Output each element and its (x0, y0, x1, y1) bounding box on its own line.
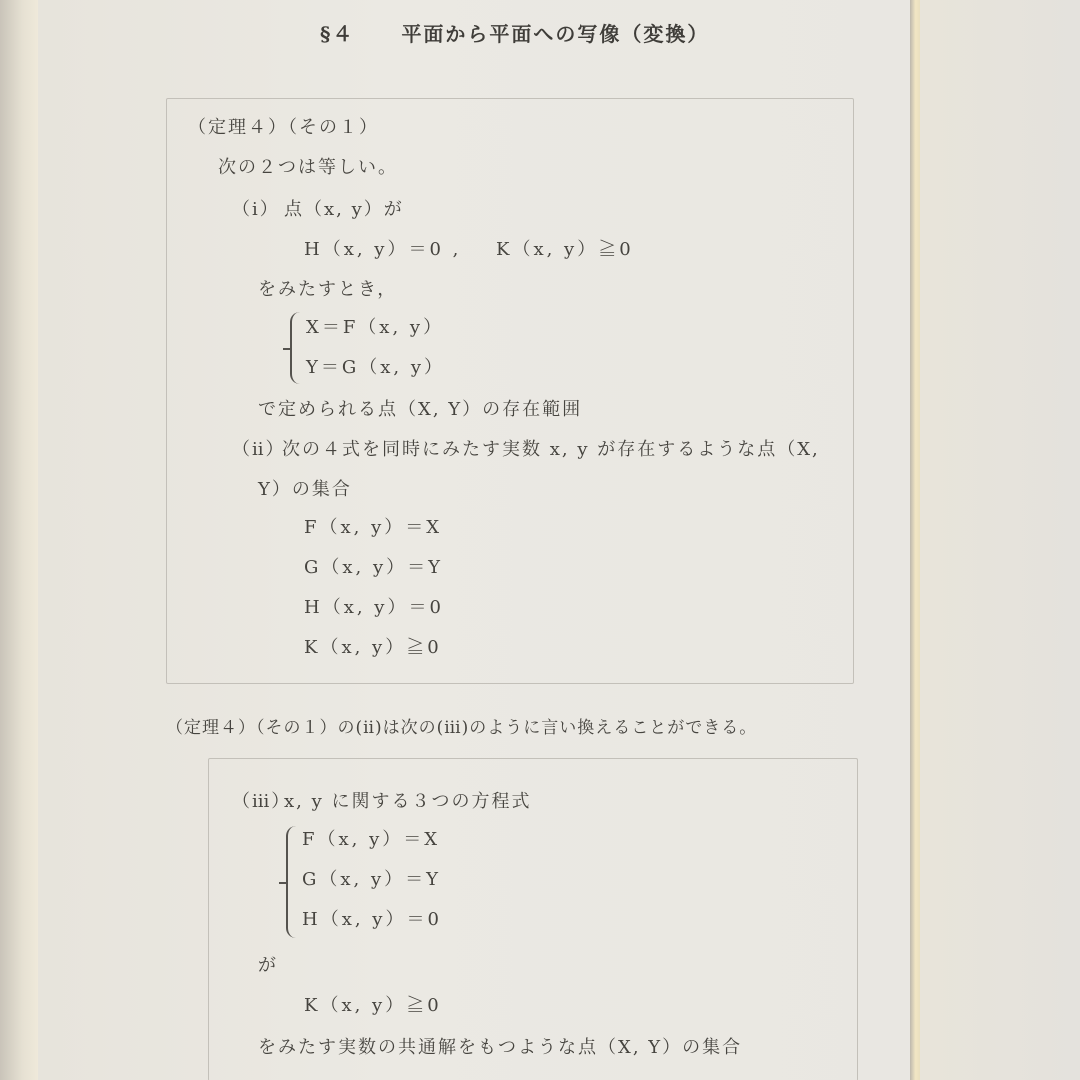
facing-page (920, 0, 1080, 1080)
theorem-box (166, 98, 854, 684)
system-eq-y: Y＝G（x, y） (306, 357, 446, 378)
system-eq-g: G（x, y）＝Y (302, 869, 442, 890)
when-text: をみたすとき， (258, 279, 398, 300)
section-title: 平面から平面への写像（変換） (401, 22, 710, 46)
restatement-text: （定理４）（その１）の(ⅱ)は次の(ⅲ)のように言い換えることができる。 (166, 718, 758, 738)
condition-k-second: K（x, y）≧0 (304, 995, 442, 1016)
theorem-intro: 次の２つは等しい。 (218, 157, 398, 178)
item-iii-text: x, y に関する３つの方程式 (284, 791, 532, 812)
system-eq-h: H（x, y）＝0 (302, 909, 442, 930)
condition-k: K（x, y）≧0 (496, 239, 634, 260)
theorem-heading: （定理４）（その１） (188, 117, 379, 138)
equation-g: G（x, y）＝Y (304, 557, 444, 578)
brace-icon (290, 312, 300, 384)
item-i-text: 点（x, y）が (284, 199, 404, 220)
item-iii-result: をみたす実数の共通解をもつような点（X, Y）の集合 (258, 1037, 743, 1058)
item-i-result: で定められる点（X, Y）の存在範囲 (258, 399, 583, 420)
condition-h: H（x, y）＝0 , (304, 239, 462, 260)
equation-h: H（x, y）＝0 (304, 597, 444, 618)
item-ii-text-line1: 次の４式を同時にみたす実数 x, y が存在するような点（X, (282, 439, 820, 460)
page-edge (910, 0, 920, 1080)
brace-icon (286, 826, 296, 938)
equation-k: K（x, y）≧0 (304, 637, 442, 658)
section-number: §４ (320, 22, 355, 46)
system-eq-f: F（x, y）＝X (302, 829, 441, 850)
equation-f: F（x, y）＝X (304, 517, 443, 538)
page-header (320, 18, 709, 47)
item-ii-label: （ⅱ） (232, 439, 286, 460)
left-page-gutter (0, 0, 38, 1080)
item-i-label: （ⅰ） (232, 199, 280, 220)
item-iii-label: （ⅲ） (232, 791, 292, 812)
system-eq-x: X＝F（x, y） (306, 317, 445, 338)
item-ii-text-line2: Y）の集合 (258, 479, 352, 500)
ga-text: が (258, 955, 278, 976)
